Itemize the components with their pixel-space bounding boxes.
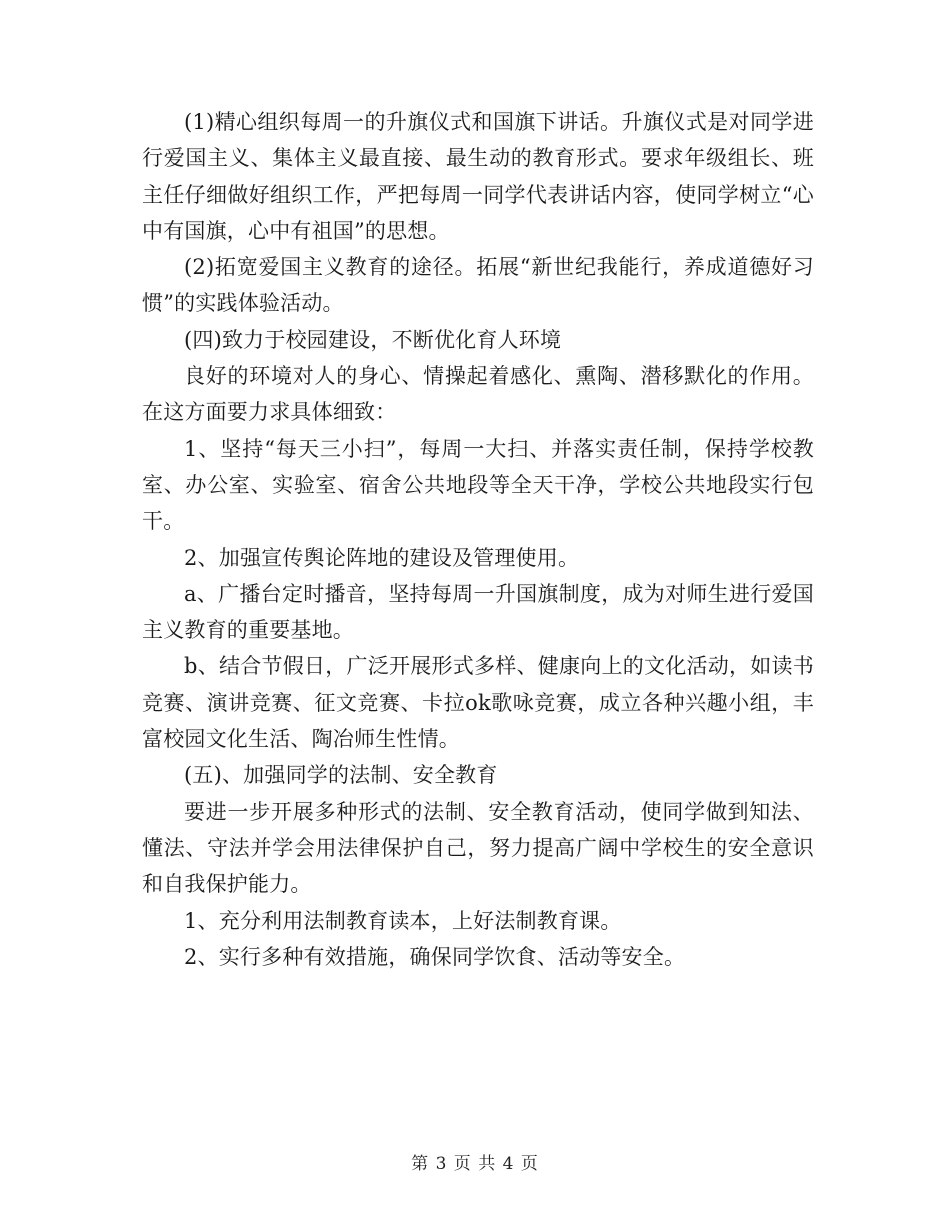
paragraph-flag-ceremony: (1)精心组织每周一的升旗仪式和国旗下讲话。升旗仪式是对同学进行爱国主义、集体主义最直接、最生动的教育形式。要求年级组长、班主任仔细做好组织工作，严把每周一同学代表讲话内容，使同学树立“心中有国旗，心中有祖国”的思想。	[142, 110, 814, 243]
document-body	[142, 104, 814, 975]
list-item-cultural-activities: b、结合节假日，广泛开展形式多样、健康向上的文化活动，如读书竞赛、演讲竞赛、征文竞赛、卡拉ok歌咏竞赛，成立各种兴趣小组，丰富校园文化生活、陶冶师生性情。	[142, 654, 814, 752]
paragraph-environment: 良好的环境对人的身心、情操起着感化、熏陶、潜移默化的作用。在这方面要力求具体细致：	[142, 364, 814, 425]
section-heading-legal-safety: (五)、加强同学的法制、安全教育	[184, 763, 498, 788]
list-item-broadcast: a、广播台定时播音，坚持每周一升国旗制度，成为对师生进行爱国主义教育的重要基地。	[142, 581, 814, 643]
list-item-legal-textbook: 1、充分利用法制教育读本，上好法制教育课。	[184, 908, 622, 933]
paragraph-patriotic-education: (2)拓宽爱国主义教育的途径。拓展“新世纪我能行，养成道德好习惯”的实践体验活动。	[142, 255, 814, 316]
section-heading-campus-building: (四)致力于校园建设，不断优化育人环境	[184, 327, 562, 352]
list-item-cleaning: 1、坚持“每天三小扫”，每周一大扫、并落实责任制，保持学校教室、办公室、实验室、宿舍公共地段等全天干净，学校公共地段实行包干。	[142, 436, 814, 534]
paragraph-legal-safety: 要进一步开展多种形式的法制、安全教育活动，使同学做到知法、懂法、守法并学会用法律保护自己，努力提高广阔中学校生的安全意识和自我保护能力。	[142, 799, 814, 897]
list-item-publicity: 2、加强宣传舆论阵地的建设及管理使用。	[184, 545, 580, 570]
list-item-safety-measures: 2、实行多种有效措施，确保同学饮食、活动等安全。	[184, 944, 686, 969]
page-number: 第 3 页 共 4 页	[411, 1154, 539, 1174]
